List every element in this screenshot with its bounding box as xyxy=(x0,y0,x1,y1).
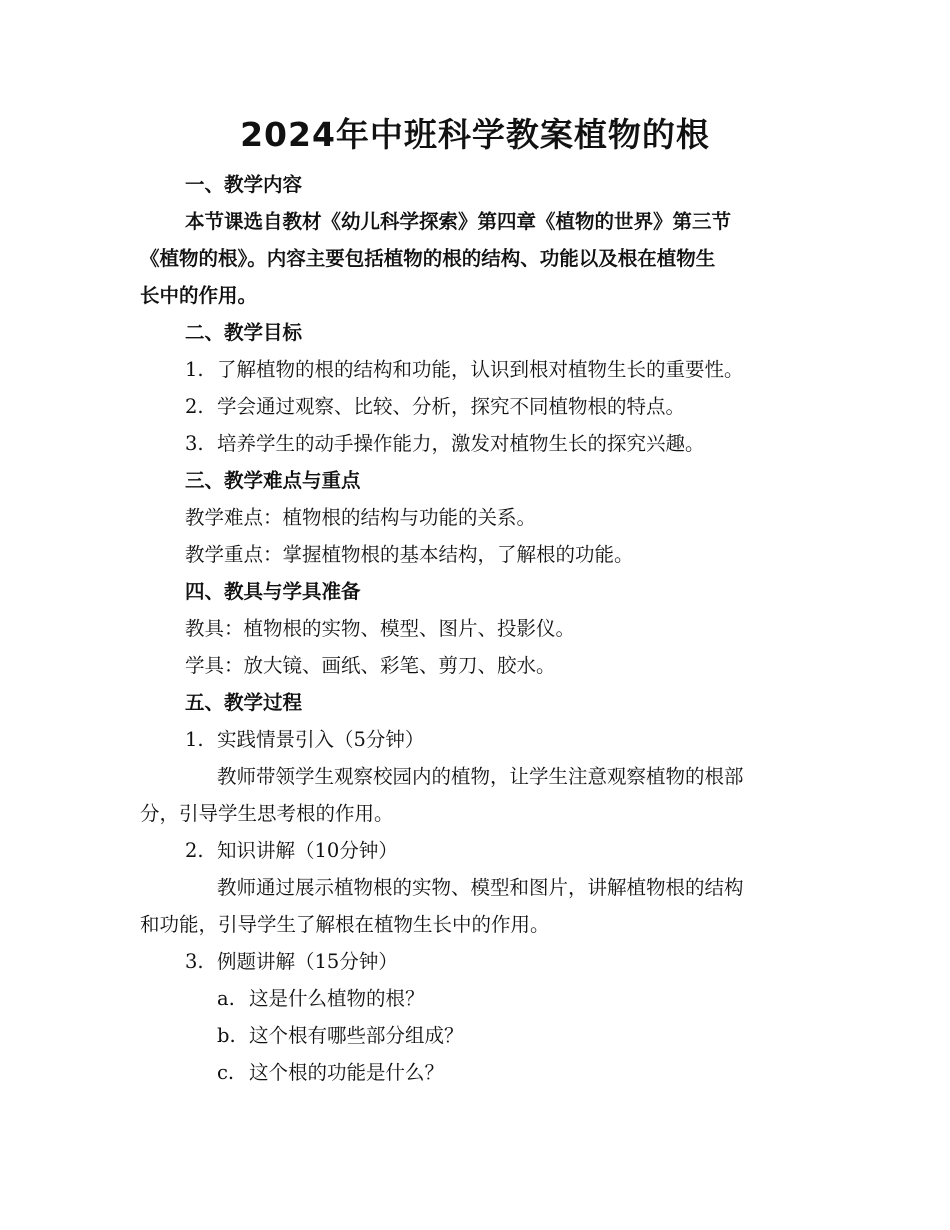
question-text: 这个根有哪些部分组成？ xyxy=(249,1024,464,1047)
section-heading-difficulty: 三、教学难点与重点 xyxy=(185,469,361,492)
question-text: 这个根的功能是什么？ xyxy=(249,1061,445,1084)
list-letter: c. xyxy=(217,1061,235,1084)
step-paragraph-line: 和功能，引导学生了解根在植物生长中的作用。 xyxy=(140,913,550,936)
list-number: 3. xyxy=(185,950,204,973)
list-number: 2. xyxy=(185,839,204,862)
list-number: 2. xyxy=(185,395,204,418)
content-paragraph-line: 《植物的根》。内容主要包括植物的根的结构、功能以及根在植物生 xyxy=(140,247,716,270)
question-text: 这是什么植物的根？ xyxy=(249,987,425,1010)
process-step xyxy=(185,837,398,865)
objective-item xyxy=(185,356,744,384)
step-paragraph-line: 教师带领学生观察校园内的植物，让学生注意观察植物的根部 xyxy=(217,765,744,788)
content-paragraph-line: 长中的作用。 xyxy=(140,284,258,307)
step-label: 知识讲解（10分钟） xyxy=(217,839,398,862)
document-title: 2024年中班科学教案植物的根 xyxy=(240,115,710,154)
list-number: 1. xyxy=(185,728,204,751)
section-heading-tools: 四、教具与学具准备 xyxy=(185,580,361,603)
list-number: 1. xyxy=(185,358,204,381)
list-letter: a. xyxy=(217,987,235,1010)
step-label: 实践情景引入（5分钟） xyxy=(217,728,425,751)
list-text: 培养学生的动手操作能力，激发对植物生长的探究兴趣。 xyxy=(217,432,705,455)
teacher-tools-text: 教具：植物根的实物、模型、图片、投影仪。 xyxy=(185,617,576,640)
content-paragraph-line: 本节课选自教材《幼儿科学探索》第四章《植物的世界》第三节 xyxy=(185,210,732,233)
section-heading-objectives: 二、教学目标 xyxy=(185,321,303,344)
section-heading-process: 五、教学过程 xyxy=(185,691,303,714)
step-paragraph-line: 教师通过展示植物根的实物、模型和图片，讲解植物根的结构 xyxy=(217,876,744,899)
process-step xyxy=(185,726,424,754)
objective-item xyxy=(185,393,685,421)
key-point-text: 教学重点：掌握植物根的基本结构，了解根的功能。 xyxy=(185,543,634,566)
step-paragraph-line: 分，引导学生思考根的作用。 xyxy=(140,802,394,825)
question-item xyxy=(217,1022,464,1050)
list-letter: b. xyxy=(217,1024,236,1047)
question-item xyxy=(217,1059,444,1087)
list-text: 了解植物的根的结构和功能，认识到根对植物生长的重要性。 xyxy=(217,358,744,381)
objective-item xyxy=(185,430,705,458)
list-text: 学会通过观察、比较、分析，探究不同植物根的特点。 xyxy=(217,395,686,418)
section-heading-content: 一、教学内容 xyxy=(185,173,303,196)
process-step xyxy=(185,948,398,976)
list-number: 3. xyxy=(185,432,204,455)
step-label: 例题讲解（15分钟） xyxy=(217,950,398,973)
difficulty-text: 教学难点：植物根的结构与功能的关系。 xyxy=(185,506,537,529)
question-item xyxy=(217,985,425,1013)
student-tools-text: 学具：放大镜、画纸、彩笔、剪刀、胶水。 xyxy=(185,654,556,677)
